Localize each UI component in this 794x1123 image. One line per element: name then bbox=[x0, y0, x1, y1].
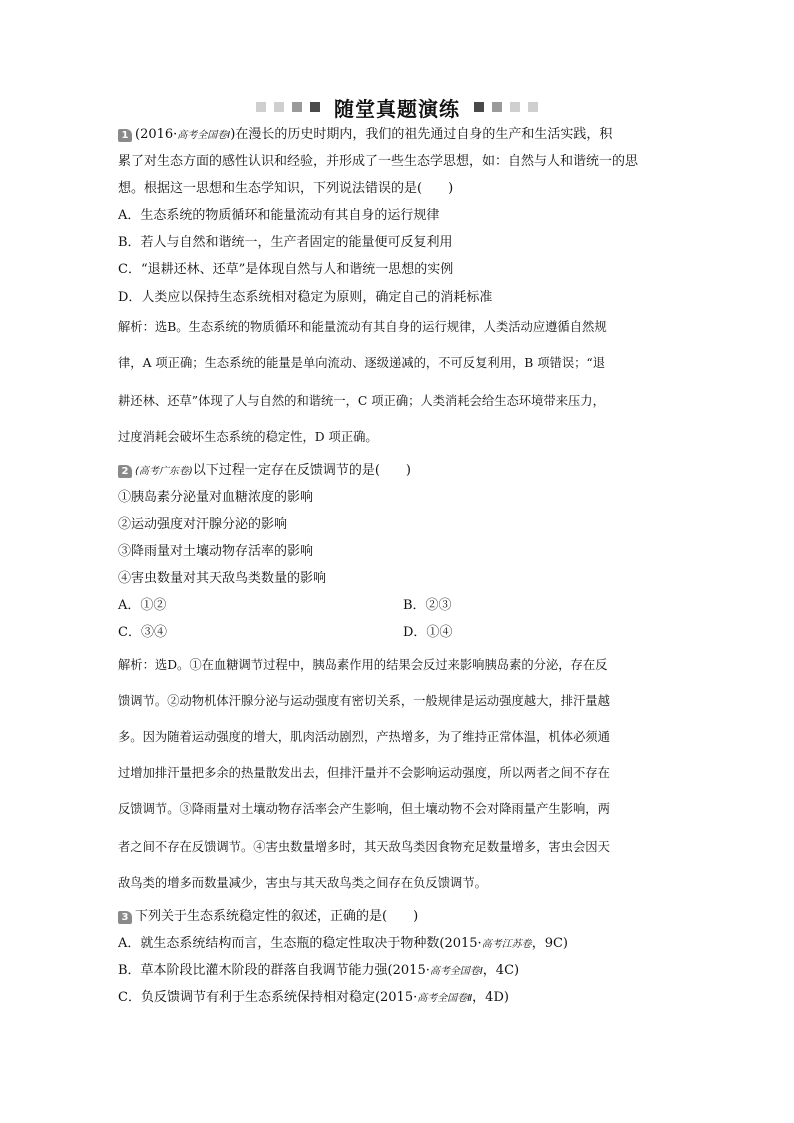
source-tag: 高考全国卷Ⅰ bbox=[429, 966, 483, 977]
header-square-icon bbox=[510, 102, 520, 112]
q2-item: ④害虫数量对其天敌鸟类数量的影响 bbox=[118, 571, 327, 586]
q2-explanation-line: 过增加排汗量把多余的热量散发出去，但排汗量并不会影响运动强度，所以两者之间不存在 bbox=[118, 766, 610, 780]
q1-option-a: A．生态系统的物质循环和能量流动有其自身的运行规律 bbox=[118, 208, 440, 223]
section-title: 随堂真题演练 bbox=[334, 96, 460, 121]
q2-option-a: A．①② bbox=[118, 598, 167, 613]
q3-option-c: C．负反馈调节有利于生态系统保持相对稳定(2015·高考全国卷Ⅱ，4D) bbox=[118, 990, 509, 1005]
q1-explanation-line: 耕还林、还草”体现了人与自然的和谐统一，C 项正确；人类消耗会给生态环境带来压力， bbox=[118, 394, 605, 408]
q3-stem-line: 3 下列关于生态系统稳定性的叙述，正确的是( ) bbox=[118, 908, 418, 926]
header-square-icon bbox=[292, 102, 302, 112]
header-square-icon bbox=[528, 102, 538, 112]
q2-option-b: B．②③ bbox=[403, 598, 452, 613]
q1-explanation-line: 过度消耗会破坏生态系统的稳定性，D 项正确。 bbox=[118, 430, 378, 444]
source-tag: (高考广东卷) bbox=[135, 466, 193, 477]
header-square-icon bbox=[256, 102, 266, 112]
q1-stem-line: 1 (2016·高考全国卷Ⅰ)在漫长的历史时期内，我们的祖先通过自身的生产和生活实践，积 bbox=[118, 126, 612, 145]
q3-option-a: A．就生态系统结构而言，生态瓶的稳定性取决于物种数(2015·高考江苏卷，9C) bbox=[118, 936, 568, 951]
section-header bbox=[0, 95, 794, 119]
q2-explanation-line: 者之间不存在反馈调节。④害虫数量增多时，其天敌鸟类因食物充足数量增多，害虫会因天 bbox=[118, 840, 610, 854]
source-tag: 高考全国卷Ⅱ bbox=[417, 993, 473, 1004]
header-square-icon bbox=[310, 102, 320, 112]
q1-stem-line: 想。根据这一思想和生态学知识，下列说法错误的是( ) bbox=[118, 181, 454, 196]
question-number-badge: 2 bbox=[118, 465, 132, 478]
q2-option-d: D．①④ bbox=[403, 625, 453, 640]
q2-item: ②运动强度对汗腺分泌的影响 bbox=[118, 517, 288, 532]
q2-explanation-line: 敌鸟类的增多而数量减少，害虫与其天敌鸟类之间存在负反馈调节。 bbox=[118, 876, 487, 890]
q2-explanation-line: 解析：选D。①在血糖调节过程中，胰岛素作用的结果会反过来影响胰岛素的分泌，存在反 bbox=[118, 658, 608, 672]
question-number-badge: 3 bbox=[118, 911, 132, 924]
header-square-icon bbox=[492, 102, 502, 112]
q2-option-c: C．③④ bbox=[118, 625, 167, 640]
q1-option-b: B．若人与自然和谐统一，生产者固定的能量便可反复利用 bbox=[118, 235, 453, 250]
q2-explanation-line: 多。因为随着运动强度的增大，肌肉活动剧烈，产热增多，为了维持正常体温，机体必须通 bbox=[118, 730, 610, 744]
q2-stem-line: 2 (高考广东卷)以下过程一定存在反馈调节的是( ) bbox=[118, 462, 411, 481]
source-tag: 高考江苏卷 bbox=[481, 939, 532, 950]
q1-option-c: C．“退耕还林、还草”是体现自然与人和谐统一思想的实例 bbox=[118, 262, 454, 277]
q2-item: ①胰岛素分泌量对血糖浓度的影响 bbox=[118, 490, 314, 505]
q1-explanation-line: 解析：选B。生态系统的物质循环和能量流动有其自身的运行规律，人类活动应遵循自然规 bbox=[118, 320, 607, 334]
question-number-badge: 1 bbox=[118, 129, 132, 142]
q2-explanation-line: 反馈调节。③降雨量对土壤动物存活率会产生影响，但土壤动物不会对降雨量产生影响，两 bbox=[118, 802, 610, 816]
q3-option-b: B．草本阶段比灌木阶段的群落自我调节能力强(2015·高考全国卷Ⅰ，4C) bbox=[118, 963, 520, 978]
q1-explanation-line: 律，A 项正确；生态系统的能量是单向流动、逐级递减的，不可反复利用，B 项错误；“退 bbox=[118, 356, 606, 370]
source-tag: 高考全国卷Ⅰ bbox=[177, 130, 231, 141]
header-square-icon bbox=[474, 102, 484, 112]
q2-item: ③降雨量对土壤动物存活率的影响 bbox=[118, 544, 314, 559]
q2-explanation-line: 馈调节。②动物机体汗腺分泌与运动强度有密切关系，一般规律是运动强度越大，排汗量越 bbox=[118, 694, 610, 708]
header-square-icon bbox=[274, 102, 284, 112]
q1-option-d: D．人类应以保持生态系统相对稳定为原则，确定自己的消耗标准 bbox=[118, 290, 493, 305]
q1-stem-line: 累了对生态方面的感性认识和经验，并形成了一些生态学思想，如：自然与人和谐统一的思 bbox=[118, 154, 639, 169]
